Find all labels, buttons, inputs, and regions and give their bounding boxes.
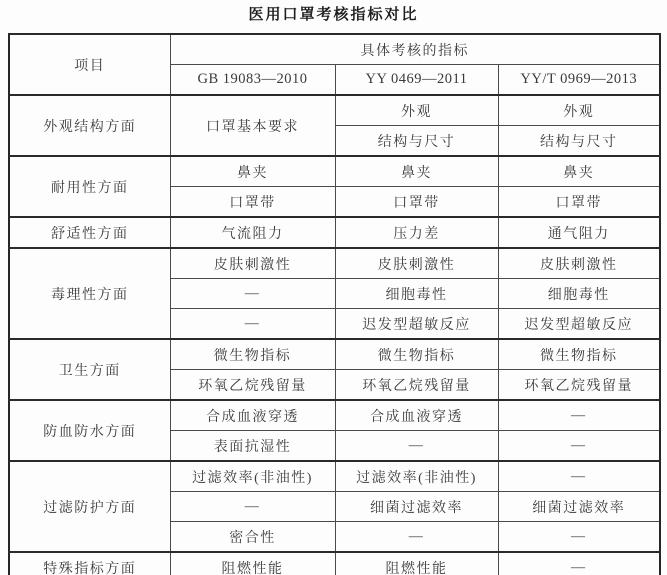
indicator-cell: 表面抗湿性: [170, 431, 335, 462]
indicator-cell: 外观: [335, 95, 498, 126]
indicator-cell: —: [170, 279, 335, 309]
indicator-cell: 阻燃性能: [335, 552, 498, 575]
header-project-cell: 项目: [9, 34, 170, 95]
header-indicators-group-cell: 具体考核的指标: [170, 34, 660, 65]
indicator-cell: 环氧乙烷残留量: [170, 370, 335, 401]
indicator-cell: —: [498, 552, 660, 575]
category-cell: 过滤防护方面: [9, 461, 170, 552]
indicator-cell: 口罩带: [170, 187, 335, 218]
indicator-cell: 细胞毒性: [498, 279, 660, 309]
indicator-cell: 微生物指标: [170, 339, 335, 370]
header-standard-cell: YY/T 0969—2013: [498, 65, 660, 96]
indicator-cell: 阻燃性能: [170, 552, 335, 575]
table-row: [9, 339, 660, 370]
category-cell: 舒适性方面: [9, 217, 170, 248]
indicator-cell: 细菌过滤效率: [498, 492, 660, 522]
table-row: [9, 95, 660, 126]
table-row: [9, 552, 660, 575]
indicator-cell: 皮肤刺激性: [170, 248, 335, 279]
indicator-cell: 结构与尺寸: [498, 126, 660, 157]
indicator-cell: 过滤效率(非油性): [335, 461, 498, 492]
indicator-cell: 口罩带: [335, 187, 498, 218]
indicator-cell: 合成血液穿透: [335, 400, 498, 431]
indicator-cell: 鼻夹: [170, 156, 335, 187]
indicator-cell: 鼻夹: [498, 156, 660, 187]
indicator-cell: —: [498, 461, 660, 492]
indicator-cell: —: [498, 522, 660, 553]
table-row: [9, 34, 660, 65]
indicator-cell: —: [170, 309, 335, 340]
mask-standards-comparison-table: [8, 33, 661, 575]
table-title: 医用口罩考核指标对比: [248, 6, 419, 23]
indicator-cell: 合成血液穿透: [170, 400, 335, 431]
indicator-cell: 外观: [498, 95, 660, 126]
category-cell: 毒理性方面: [9, 248, 170, 339]
indicator-cell: 气流阻力: [170, 217, 335, 248]
indicator-cell: —: [335, 431, 498, 462]
indicator-cell: 皮肤刺激性: [498, 248, 660, 279]
indicator-cell: —: [498, 400, 660, 431]
category-cell: 防血防水方面: [9, 400, 170, 461]
indicator-cell: 过滤效率(非油性): [170, 461, 335, 492]
table-row: [9, 461, 660, 492]
header-standard-cell: GB 19083—2010: [170, 65, 335, 96]
indicator-cell: 迟发型超敏反应: [335, 309, 498, 340]
indicator-cell: 压力差: [335, 217, 498, 248]
header-standard-cell: YY 0469—2011: [335, 65, 498, 96]
table-row: [9, 156, 660, 187]
indicator-cell: 口罩基本要求: [170, 95, 335, 156]
indicator-cell: 微生物指标: [335, 339, 498, 370]
indicator-cell: 细菌过滤效率: [335, 492, 498, 522]
category-cell: 外观结构方面: [9, 95, 170, 156]
category-cell: 耐用性方面: [9, 156, 170, 217]
indicator-cell: 密合性: [170, 522, 335, 553]
indicator-cell: 结构与尺寸: [335, 126, 498, 157]
indicator-cell: 皮肤刺激性: [335, 248, 498, 279]
indicator-cell: 迟发型超敏反应: [498, 309, 660, 340]
indicator-cell: —: [170, 492, 335, 522]
table-row: [9, 400, 660, 431]
indicator-cell: —: [335, 522, 498, 553]
indicator-cell: 细胞毒性: [335, 279, 498, 309]
indicator-cell: —: [498, 431, 660, 462]
indicator-cell: 微生物指标: [498, 339, 660, 370]
indicator-cell: 环氧乙烷残留量: [498, 370, 660, 401]
indicator-cell: 口罩带: [498, 187, 660, 218]
table-row: [9, 248, 660, 279]
indicator-cell: 环氧乙烷残留量: [335, 370, 498, 401]
table-row: [9, 217, 660, 248]
indicator-cell: 通气阻力: [498, 217, 660, 248]
category-cell: 特殊指标方面: [9, 552, 170, 575]
category-cell: 卫生方面: [9, 339, 170, 400]
indicator-cell: 鼻夹: [335, 156, 498, 187]
